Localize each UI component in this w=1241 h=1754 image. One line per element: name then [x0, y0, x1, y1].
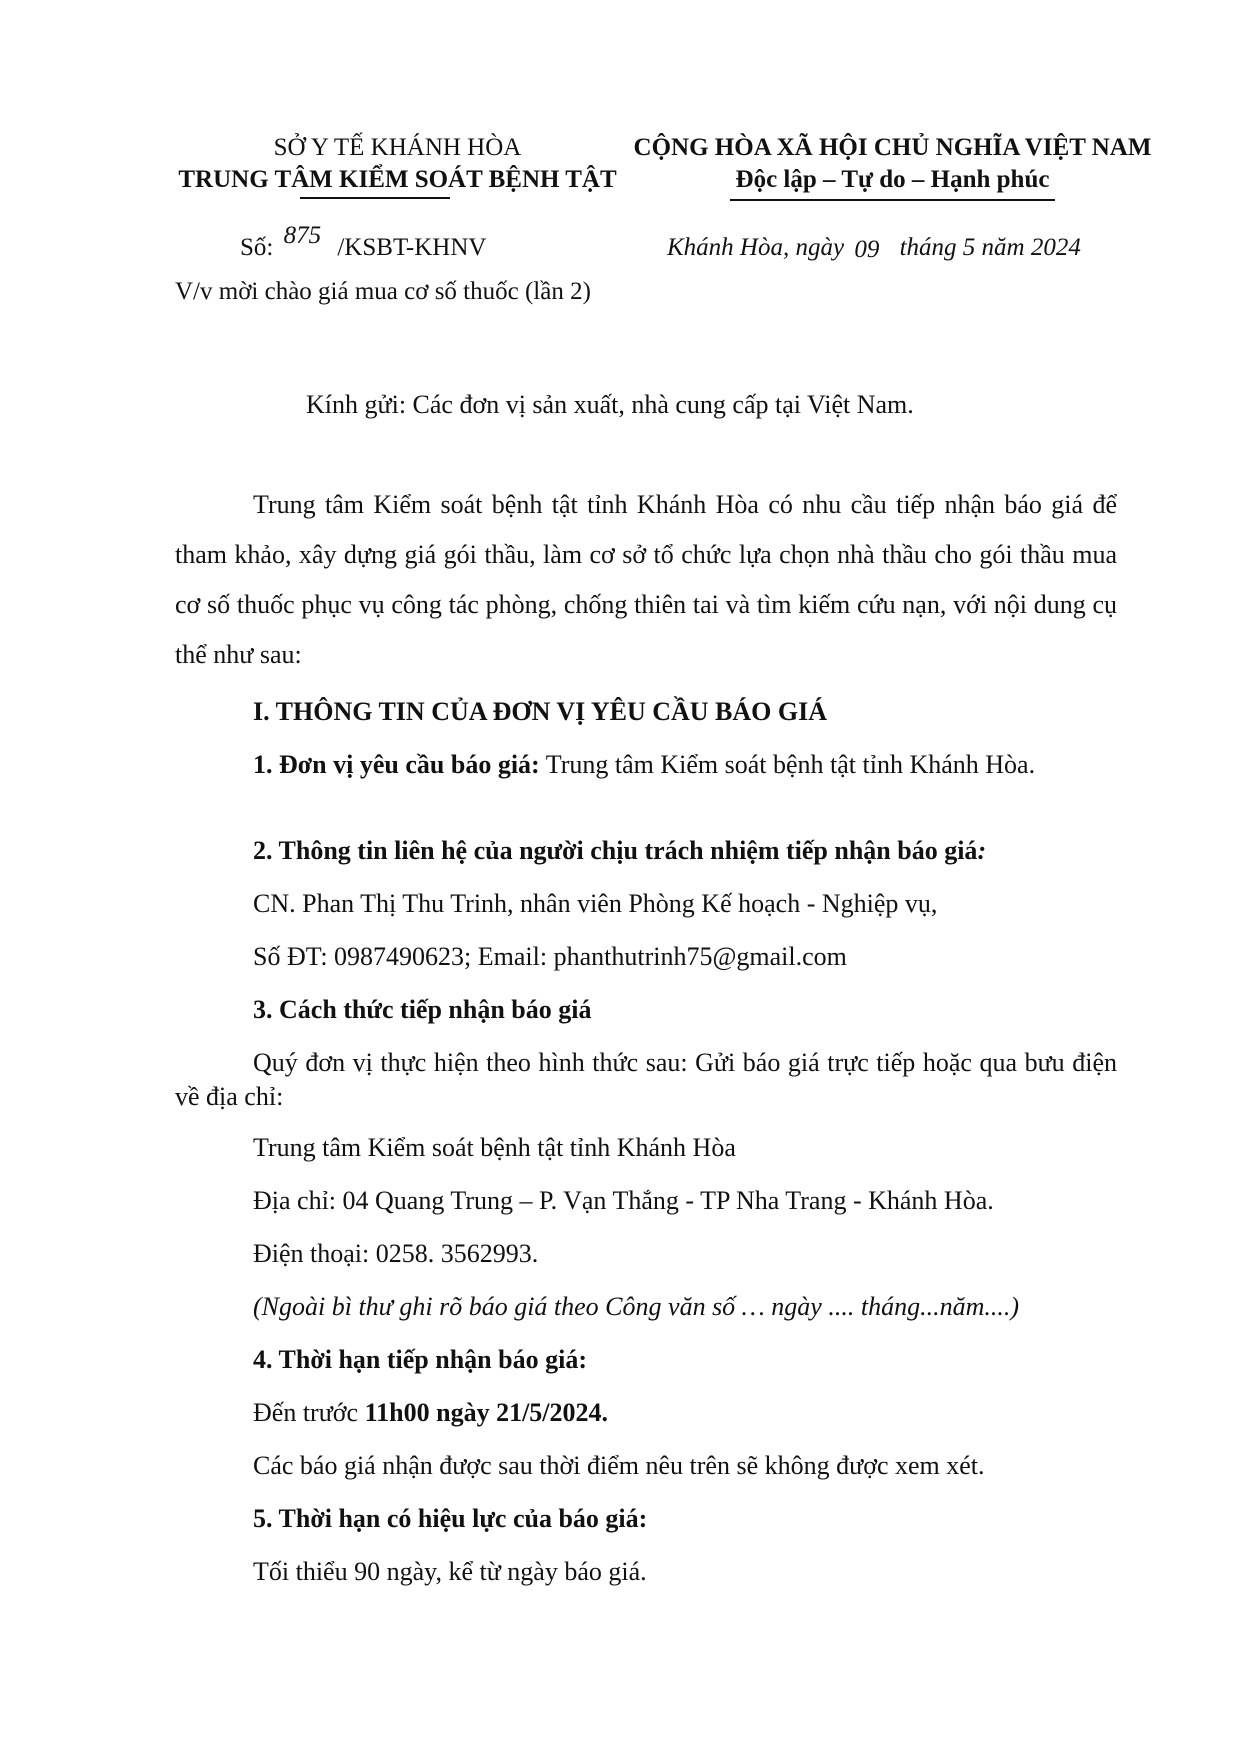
intro-paragraph: Trung tâm Kiểm soát bệnh tật tỉnh Khánh Hòa có nhu cầu tiếp nhận báo giá để tham khảo, xây dựng giá gói thầu, làm cơ sở tổ chức lựa chọn nhà thầu cho gói thầu mua cơ số thuốc phục vụ công tác phòng, chống thiên tai và tìm kiếm cứu nạn, với nội dung cụ thể như sau: [175, 490, 1117, 669]
address-line: Địa chỉ: 04 Quang Trung – P. Vạn Thắng - TP Nha Trang - Khánh Hòa. [253, 1186, 994, 1215]
issuing-unit: TRUNG TÂM KIỂM SOÁT BỆNH TẬT [178, 166, 617, 193]
contact-phone-email: Số ĐT: 0987490623; Email: phanthutrinh75@gmail.com [253, 942, 847, 971]
item4-label: 4. Thời hạn tiếp nhận báo giá: [253, 1345, 587, 1374]
item1 [175, 748, 1117, 782]
number-prefix: Số: [240, 234, 274, 261]
motto-underline [730, 199, 1055, 201]
address-phone: Điện thoại: 0258. 3562993. [253, 1239, 539, 1268]
date-prefix: Khánh Hòa, ngày [667, 234, 845, 261]
contact-person: CN. Phan Thị Thu Trinh, nhân viên Phòng Kế hoạch - Nghiệp vụ, [253, 889, 938, 918]
nation-motto: Độc lập – Tự do – Hạnh phúc [735, 166, 1050, 193]
document-date [667, 232, 1081, 264]
envelope-note: (Ngoài bì thư ghi rõ báo giá theo Công văn số … ngày .... tháng...năm....) [253, 1292, 1019, 1321]
recipient-line: Kính gửi: Các đơn vị sản xuất, nhà cung cấp tại Việt Nam. [306, 390, 914, 419]
document-subject: V/v mời chào giá mua cơ số thuốc (lần 2) [175, 278, 591, 305]
deadline-value: 11h00 ngày 21/5/2024. [364, 1398, 609, 1427]
item3-label: 3. Cách thức tiếp nhận báo giá [253, 995, 592, 1024]
deadline-prefix: Đến trước [253, 1398, 359, 1427]
item2-label: 2. Thông tin liên hệ của người chịu trách nhiệm tiếp nhận báo giá [253, 836, 978, 865]
issuing-agency: SỞ Y TẾ KHÁNH HÒA [273, 134, 522, 161]
number-suffix: /KSBT-KHNV [337, 234, 487, 261]
date-day: 09 [854, 236, 880, 263]
number-value: 875 [283, 222, 322, 249]
unit-underline [300, 197, 450, 199]
address-name: Trung tâm Kiểm soát bệnh tật tỉnh Khánh Hòa [253, 1133, 736, 1162]
deadline-note: Các báo giá nhận được sau thời điểm nêu trên sẽ không được xem xét. [253, 1451, 985, 1480]
item1-value: Trung tâm Kiểm soát bệnh tật tỉnh Khánh Hòa. [545, 750, 1036, 779]
document-number [240, 222, 487, 264]
item2 [253, 836, 986, 866]
validity: Tối thiểu 90 ngày, kể từ ngày báo giá. [253, 1557, 647, 1586]
item5-label: 5. Thời hạn có hiệu lực của báo giá: [253, 1504, 648, 1533]
deadline [253, 1398, 608, 1428]
item1-label: 1. Đơn vị yêu cầu báo giá: [253, 750, 540, 779]
item2-colon: : [977, 836, 987, 865]
date-suffix: tháng 5 năm 2024 [899, 234, 1081, 261]
nation-name: CỘNG HÒA XÃ HỘI CHỦ NGHĨA VIỆT NAM [633, 134, 1152, 161]
item3-description: Quý đơn vị thực hiện theo hình thức sau: Gửi báo giá trực tiếp hoặc qua bưu điện về địa chỉ: [175, 1048, 1117, 1111]
section-title: I. THÔNG TIN CỦA ĐƠN VỊ YÊU CẦU BÁO GIÁ [253, 697, 828, 726]
